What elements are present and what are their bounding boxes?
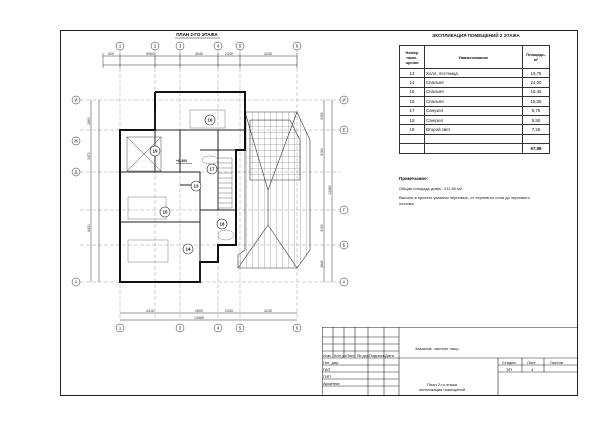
col-name-header: Наименование (425, 46, 523, 69)
axis-bottom-3: 3 (178, 325, 182, 331)
room-16: 16 (207, 117, 213, 123)
tb-stage: ЭП (506, 367, 512, 372)
axis-top-4: 4 (216, 43, 220, 49)
axis-left-1: И (74, 97, 78, 103)
table-row (400, 97, 550, 106)
axis-bottom-5: 5 (238, 325, 242, 331)
axis-left-2: Ж (74, 138, 78, 144)
tb-col-sign: Подпись (369, 353, 385, 358)
row-area: 5,76 (523, 106, 550, 115)
dim-right-2: 5060 (320, 148, 324, 156)
plan-title: ПЛАН 2-ГО ЭТАЖА (176, 32, 218, 37)
level-mark: +6,300 (176, 159, 188, 163)
explication-title: ЭКСПЛИКАЦИЯ ПОМЕЩЕНИЙ 2 ЭТАЖА (432, 33, 520, 38)
table-row (400, 87, 550, 96)
axis-bottom-1: 1 (118, 325, 122, 331)
dim-left-2: 2470 (87, 152, 91, 160)
row-num: 16 (400, 97, 425, 106)
row-area: 15,05 (523, 97, 550, 106)
tb-customer: Заказчик: частное лицо (415, 346, 459, 351)
row-num: 18 (400, 115, 425, 124)
row-area: 5,50 (523, 115, 550, 124)
dim-right-4: 2840 (320, 260, 324, 268)
row-name: Спальня (425, 97, 523, 106)
row-area: 7,26 (523, 125, 550, 134)
axis-left-3: Д (74, 169, 78, 175)
tb-role-1: Ген. дир. (323, 360, 340, 365)
row-num: 17 (400, 106, 425, 115)
col-area-header: Площадь, м² (523, 46, 550, 69)
dim-top-4: 2340 (225, 52, 233, 56)
table-row (400, 134, 550, 143)
dim-right-3: 3090 (320, 224, 324, 232)
tb-stage-label: Стадия (502, 360, 516, 365)
room-17: 17 (209, 166, 215, 172)
row-area: 15,75 (523, 69, 550, 78)
axis-right-1: И (342, 97, 346, 103)
row-name: Санузел (425, 106, 523, 115)
notes-line2: Высоты в проекте указаны черновые, от чернового пола до чернового (399, 195, 530, 200)
axis-right-5: А (342, 279, 346, 285)
dim-right-total: 13380 (328, 185, 332, 195)
dim-bottom-2: 2600 (195, 309, 203, 313)
explication-table (399, 45, 550, 154)
tb-col-date: Дата (385, 353, 394, 358)
row-name: Санузел (425, 115, 523, 124)
table-row (400, 106, 550, 115)
notes-line1: Общая площадь дома - 211,60 м2 (399, 186, 463, 191)
table-row (400, 115, 550, 124)
dim-bottom-1: 4410 (146, 309, 154, 313)
row-num: 19 (400, 125, 425, 134)
dim-bottom-3: 2340 (225, 309, 233, 313)
axis-right-4: Б (342, 242, 346, 248)
notes-title: Примечание: (399, 176, 429, 181)
room-13: 13 (193, 183, 199, 189)
dim-top-3: 4040 (195, 52, 203, 56)
axis-bottom-6: 6 (295, 325, 299, 331)
row-num: 13 (400, 69, 425, 78)
room-14: 14 (185, 246, 191, 252)
room-18: 18 (219, 221, 225, 227)
row-name: Спальня (425, 78, 523, 87)
tb-sheet: 4 (531, 367, 534, 372)
axis-left-5: А (74, 279, 78, 285)
roof (238, 112, 310, 268)
tb-col-izm: Изм. (323, 353, 332, 358)
axis-bottom-4: 4 (216, 325, 220, 331)
table-total-row (400, 144, 550, 153)
dim-right-1: 2390 (320, 112, 324, 120)
row-num: 14 (400, 78, 425, 87)
notes-line3: потолка (399, 201, 414, 206)
tb-role-4: Архитект. (323, 381, 341, 386)
row-area: 18,46 (523, 87, 550, 96)
dim-bottom-total: 13580 (194, 316, 204, 320)
table-row (400, 125, 550, 134)
tb-col-kol: Кол.уч (334, 353, 346, 358)
axis-top-3: 3 (178, 43, 182, 49)
tb-col-list: Лист (346, 353, 355, 358)
room-19: 19 (152, 148, 158, 154)
tb-sheets-label: Листов (550, 360, 563, 365)
dim-left-1: 2860 (87, 117, 91, 125)
dim-bottom-4: 4230 (264, 309, 272, 313)
room-15: 15 (162, 209, 168, 215)
dim-top-1: 520 (108, 52, 114, 56)
axis-top-1: 1 (118, 43, 122, 49)
tb-role-2: ГАП (323, 367, 331, 372)
dim-top-5: 4230 (264, 52, 272, 56)
axis-right-2: Е (342, 127, 346, 133)
axis-top-2: 2 (153, 43, 157, 49)
dim-top-2: 5960 (146, 52, 154, 56)
building-walls (120, 92, 245, 282)
title-block (322, 327, 578, 396)
dim-left-3: 6430 (87, 224, 91, 232)
row-num: 15 (400, 87, 425, 96)
tb-sheet-title: План 2-го этажа экспликация помещений (419, 382, 465, 392)
row-area: 24,00 (523, 78, 550, 87)
row-name: Холл, лестница (425, 69, 523, 78)
axis-top-5: 5 (238, 43, 242, 49)
row-name: Спальня (425, 87, 523, 96)
col-num-header: Номер поме- щения (400, 46, 425, 69)
axis-right-3: Г (342, 207, 346, 213)
table-row (400, 78, 550, 87)
row-name: Второй свет (425, 125, 523, 134)
axis-top-6: 6 (295, 43, 299, 49)
total-area: 97,98 (523, 144, 550, 153)
tb-role-3: ГИП (323, 374, 331, 379)
tb-sheet-label: Лист (527, 360, 536, 365)
table-row (400, 69, 550, 78)
tb-col-doc: № док. (357, 353, 370, 358)
